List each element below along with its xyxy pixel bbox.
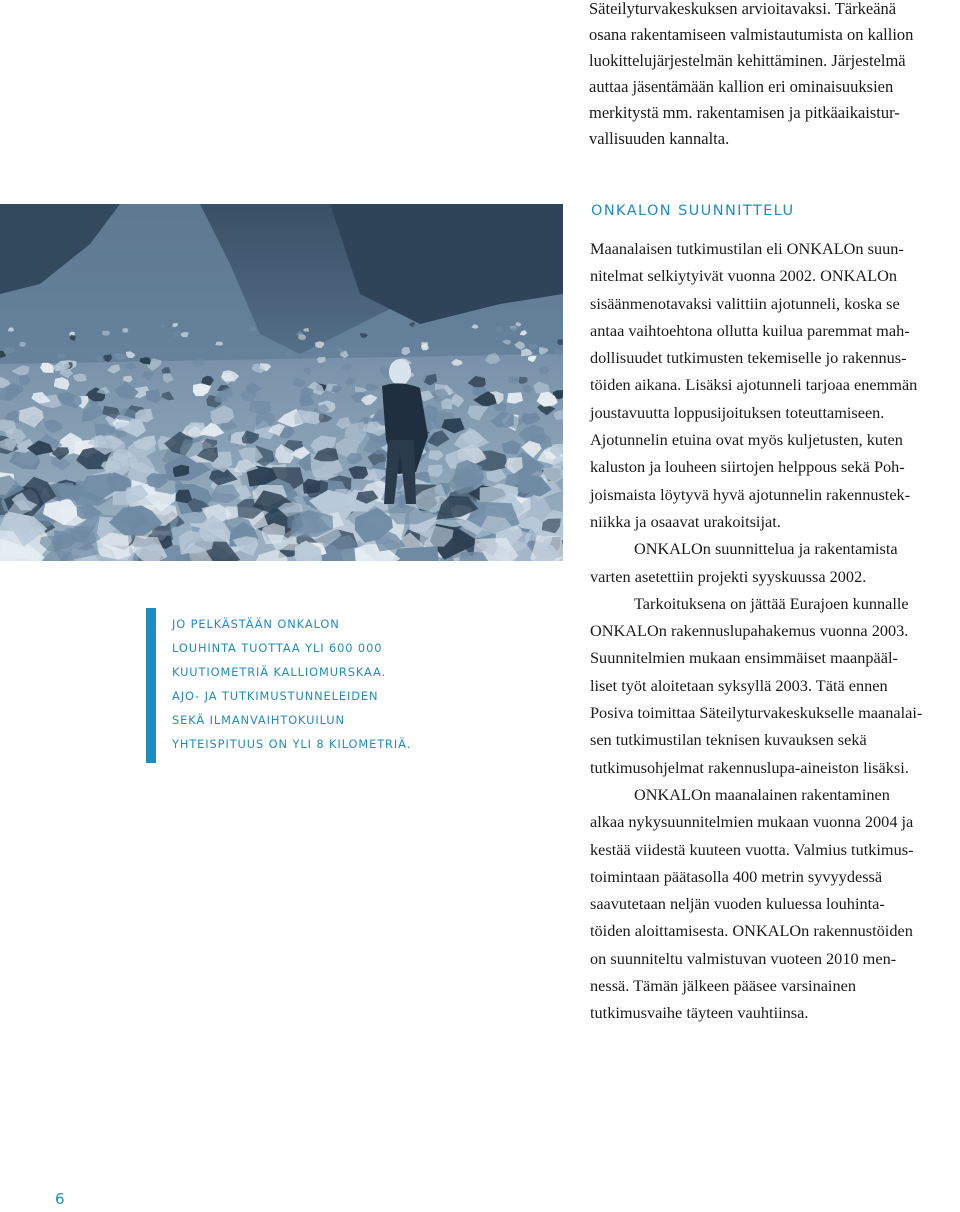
- top-paragraph: [589, 0, 949, 152]
- body-line: tutkimusvaihe täyteen vauhtiinsa.: [590, 1003, 809, 1023]
- section-heading: ONKALON SUUNNITTELU: [591, 203, 795, 219]
- caption-line: LOUHINTA TUOTTAA YLI 600 000: [172, 641, 383, 655]
- caption-line: YHTEISPITUUS ON YLI 8 KILOMETRIÄ.: [172, 737, 412, 751]
- top-line: vallisuuden kannalta.: [589, 129, 730, 148]
- quarry-photo: [0, 204, 563, 561]
- photo-caption: [172, 612, 492, 756]
- body-line: Tarkoituksena on jättää Eurajoen kunnalle: [634, 593, 909, 613]
- top-line: merkitystä mm. rakentamisen ja pitkäaikaistur-: [589, 103, 900, 122]
- body-line: saavutetaan neljän vuoden kuluessa louhinta-: [590, 894, 885, 914]
- top-line: osana rakentamiseen valmistautumista on kallion: [589, 25, 914, 44]
- body-line: kestää viidestä kuuteen vuotta. Valmius tutkimus-: [590, 839, 914, 859]
- caption-line: KUUTIOMETRIÄ KALLIOMURSKAA.: [172, 665, 387, 679]
- body-line: joustavuutta loppusijoituksen toteuttamiseen.: [590, 402, 885, 422]
- caption-line: JO PELKÄSTÄÄN ONKALON: [172, 617, 340, 631]
- caption-line: SEKÄ ILMANVAIHTOKUILUN: [172, 713, 345, 727]
- top-line: luokittelujärjestelmän kehittäminen. Järjestelmä: [589, 51, 906, 70]
- body-line: on suunniteltu valmistuvan vuoteen 2010 men-: [590, 948, 897, 968]
- body-line: ONKALOn rakennuslupahakemus vuonna 2003.: [590, 621, 909, 641]
- body-line: Posiva toimittaa Säteilyturvakeskukselle maanalai-: [590, 703, 923, 723]
- body-line: töiden aikana. Lisäksi ajotunneli tarjoaa enemmän: [590, 375, 918, 395]
- body-line: ONKALOn suunnittelua ja rakentamista: [634, 539, 898, 559]
- body-line: antaa vaihtoehtona ollutta kuilua paremmat mah-: [590, 320, 910, 340]
- body-line: alkaa nykysuunnitelmien mukaan vuonna 2004 ja: [590, 812, 914, 832]
- body-line: kaluston ja louheen siirtojen helppous sekä Poh-: [590, 457, 905, 477]
- page-number: 6: [55, 1190, 65, 1208]
- body-line: tutkimusohjelmat rakennuslupa-aineiston lisäksi.: [590, 757, 909, 777]
- body-line: dollisuudet tutkimusten tekemiselle jo rakennus-: [590, 348, 907, 368]
- caption-line: AJO- JA TUTKIMUSTUNNELEIDEN: [172, 689, 379, 703]
- section-body: [590, 235, 958, 1027]
- body-line: varten asetettiin projekti syyskuussa 2002.: [590, 566, 867, 586]
- body-line: sisäänmenotavaksi valittiin ajotunneli, koska se: [590, 293, 900, 313]
- top-line: auttaa jäsentämään kallion eri ominaisuuksien: [589, 77, 894, 96]
- body-line: toimintaan päätasolla 400 metrin syvyydessä: [590, 866, 883, 886]
- body-line: nessä. Tämän jälkeen pääsee varsinainen: [590, 976, 856, 996]
- body-line: Suunnitelmien mukaan ensimmäiset maanpääl-: [590, 648, 898, 668]
- body-line: joismaista löytyvä hyvä ajotunnelin rakennustek-: [590, 484, 911, 504]
- top-line: Säteilyturvakeskuksen arvioitavaksi. Tärkeänä: [589, 0, 897, 18]
- caption-accent-bar: [146, 608, 156, 763]
- body-line: niikka ja osaavat urakoitsijat.: [590, 511, 781, 531]
- body-line: nitelmat selkiytyivät vuonna 2002. ONKALOn: [590, 266, 898, 286]
- rock-rubble-image: [0, 204, 563, 561]
- body-line: Ajotunnelin etuina ovat myös kuljetusten, kuten: [590, 430, 903, 450]
- body-line: Maanalaisen tutkimustilan eli ONKALOn suun-: [590, 239, 904, 258]
- body-line: liset työt aloitetaan syksyllä 2003. Tätä ennen: [590, 675, 888, 695]
- body-line: sen tutkimustilan teknisen kuvauksen sekä: [590, 730, 867, 750]
- body-line: töiden aloittamisesta. ONKALOn rakennustöiden: [590, 921, 913, 941]
- body-line: ONKALOn maanalainen rakentaminen: [634, 784, 890, 804]
